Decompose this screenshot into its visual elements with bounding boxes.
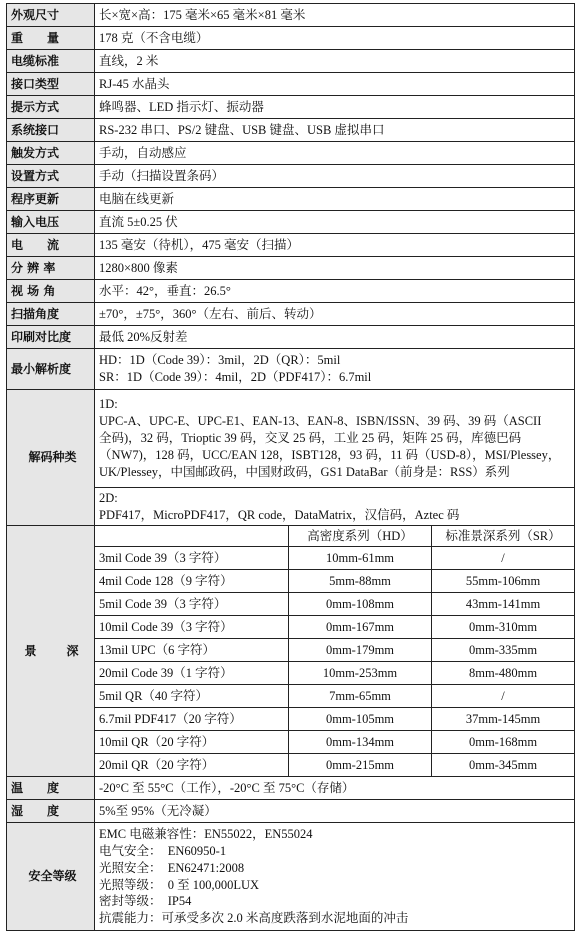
value-resolution: 1280×800 像素: [95, 257, 575, 280]
dof-sr-cell: 0mm-168mm: [432, 731, 575, 754]
value-scan-angle: ±70°，±75°，360°（左右、前后、转动）: [95, 303, 575, 326]
row-weight: [7, 27, 575, 50]
label-dimensions: 外观尺寸: [7, 4, 95, 27]
label-scan-angle: 扫描角度: [7, 303, 95, 326]
value-indication: 蜂鸣器、LED 指示灯、振动器: [95, 96, 575, 119]
dof-header-cell: [95, 526, 289, 547]
dof-code-cell: 10mil QR（20 字符）: [95, 731, 289, 754]
value-cable: 直线，2 米: [95, 50, 575, 73]
safety-line: 抗震能力：可承受多次 2.0 米高度跌落到水泥地面的冲击: [99, 911, 409, 926]
value-interface-type: RJ-45 水晶头: [95, 73, 575, 96]
value-weight: 178 克（不含电缆）: [95, 27, 575, 50]
dof-hd-cell: 5mm-88mm: [289, 570, 432, 593]
value-symbologies-2d: [95, 488, 575, 526]
dof-code-cell: 6.7mil PDF417（20 字符）: [95, 708, 289, 731]
row-update: [7, 188, 575, 211]
value-system-interface: RS-232 串口、PS/2 键盘、USB 键盘、USB 虚拟串口: [95, 119, 575, 142]
row-safety: [7, 823, 575, 931]
dof-code-cell: 3mil Code 39（3 字符）: [95, 547, 289, 570]
value-humidity: 5%至 95%（无冷凝）: [95, 800, 575, 823]
row-trigger: [7, 142, 575, 165]
label-safety: 安全等级: [7, 823, 95, 931]
safety-line: 电气安全： EN60950-1: [99, 843, 227, 858]
value-symbologies-1d: [95, 390, 575, 488]
label-humidity: 湿 度: [7, 800, 95, 823]
label-symbologies: 解码种类: [7, 390, 95, 526]
row-symbologies-1d: [7, 390, 575, 488]
dof-sr-cell: 8mm-480mm: [432, 662, 575, 685]
dof-sr-cell: 43mm-141mm: [432, 593, 575, 616]
dof-header-cell: 高密度系列（HD）: [289, 526, 432, 547]
dof-hd-cell: 0mm-167mm: [289, 616, 432, 639]
row-interface-type: [7, 73, 575, 96]
row-setup: [7, 165, 575, 188]
dof-hd-cell: 0mm-105mm: [289, 708, 432, 731]
label-current: 电 流: [7, 234, 95, 257]
row-scan-angle: [7, 303, 575, 326]
value-trigger: 手动，自动感应: [95, 142, 575, 165]
row-current: [7, 234, 575, 257]
label-weight: 重 量: [7, 27, 95, 50]
row-resolution: [7, 257, 575, 280]
label-min-resolution: 最小解析度: [7, 349, 95, 390]
symbologies-1d-line: UPC-A、UPC-E、UPC-E1、EAN-13、EAN-8、ISBN/ISSN、39 码、39 码（ASCII: [99, 414, 542, 429]
row-indication: [7, 96, 575, 119]
spec-table: [6, 3, 575, 931]
value-safety: [95, 823, 575, 931]
dof-code-cell: 10mil Code 39（3 字符）: [95, 616, 289, 639]
min-resolution-hd: HD：1D（Code 39）：3mil，2D（QR）：5mil: [99, 353, 341, 368]
symbologies-1d-heading: 1D:: [99, 397, 118, 412]
label-temperature: 温 度: [7, 777, 95, 800]
row-fov: [7, 280, 575, 303]
label-setup: 设置方式: [7, 165, 95, 188]
safety-line: 光照安全： EN62471:2008: [99, 860, 245, 875]
label-voltage: 输入电压: [7, 211, 95, 234]
dof-sr-cell: 37mm-145mm: [432, 708, 575, 731]
row-min-resolution: [7, 349, 575, 390]
label-update: 程序更新: [7, 188, 95, 211]
dof-sr-cell: /: [432, 685, 575, 708]
dof-hd-cell: 10mm-61mm: [289, 547, 432, 570]
row-dimensions: [7, 4, 575, 27]
label-fov: 视 场 角: [7, 280, 95, 303]
safety-line: EMC 电磁兼容性：EN55022，EN55024: [99, 826, 313, 841]
value-temperature: -20°C 至 55°C（工作），-20°C 至 75°C（存储）: [95, 777, 575, 800]
symbologies-1d-line: 全码)，32 码，Trioptic 39 码，交叉 25 码，工业 25 码，矩阵 25 码，库德巴码: [99, 431, 522, 446]
row-system-interface: [7, 119, 575, 142]
value-contrast: 最低 20%反射差: [95, 326, 575, 349]
label-system-interface: 系统接口: [7, 119, 95, 142]
row-temperature: [7, 777, 575, 800]
min-resolution-sr: SR：1D（Code 39）：4mil，2D（PDF417）：6.7mil: [99, 370, 372, 384]
row-contrast: [7, 326, 575, 349]
row-humidity: [7, 800, 575, 823]
label-trigger: 触发方式: [7, 142, 95, 165]
value-current: 135 毫安（待机），475 毫安（扫描）: [95, 234, 575, 257]
dof-sr-cell: 0mm-335mm: [432, 639, 575, 662]
value-voltage: 直流 5±0.25 伏: [95, 211, 575, 234]
dof-code-cell: 20mil QR（20 字符）: [95, 754, 289, 777]
label-resolution: 分 辨 率: [7, 257, 95, 280]
value-min-resolution: [95, 349, 575, 390]
symbologies-2d-heading: 2D:: [99, 490, 118, 505]
symbologies-2d-line: PDF417，MicroPDF417，QR code，DataMatrix，汉信码，Aztec 码: [99, 507, 460, 522]
symbologies-1d-line: （NW7)，128 码，UCC/EAN 128，ISBT128，93 码，11 码（USD-8），MSI/Plessey，: [99, 447, 561, 462]
label-interface-type: 接口类型: [7, 73, 95, 96]
dof-hd-cell: 7mm-65mm: [289, 685, 432, 708]
dof-hd-cell: 0mm-108mm: [289, 593, 432, 616]
value-fov: 水平：42°，垂直：26.5°: [95, 280, 575, 303]
label-indication: 提示方式: [7, 96, 95, 119]
dof-code-cell: 20mil Code 39（1 字符）: [95, 662, 289, 685]
value-setup: 手动（扫描设置条码）: [95, 165, 575, 188]
dof-header-row: [7, 526, 575, 547]
dof-hd-cell: 10mm-253mm: [289, 662, 432, 685]
dof-sr-cell: /: [432, 547, 575, 570]
value-update: 电脑在线更新: [95, 188, 575, 211]
label-cable: 电缆标准: [7, 50, 95, 73]
safety-line: 光照等级： 0 至 100,000LUX: [99, 877, 260, 892]
row-cable: [7, 50, 575, 73]
safety-line: 密封等级： IP54: [99, 894, 192, 909]
row-voltage: [7, 211, 575, 234]
dof-code-cell: 4mil Code 128（9 字符）: [95, 570, 289, 593]
dof-hd-cell: 0mm-134mm: [289, 731, 432, 754]
dof-header-cell: 标准景深系列（SR）: [432, 526, 575, 547]
dof-code-cell: 13mil UPC（6 字符）: [95, 639, 289, 662]
dof-hd-cell: 0mm-215mm: [289, 754, 432, 777]
label-contrast: 印刷对比度: [7, 326, 95, 349]
dof-sr-cell: 0mm-310mm: [432, 616, 575, 639]
dof-code-cell: 5mil QR（40 字符）: [95, 685, 289, 708]
value-dimensions: 长×宽×高：175 毫米×65 毫米×81 毫米: [95, 4, 575, 27]
dof-sr-cell: 55mm-106mm: [432, 570, 575, 593]
dof-hd-cell: 0mm-179mm: [289, 639, 432, 662]
symbologies-1d-line: UK/Plessey，中国邮政码，中国财政码，GS1 DataBar（前身是：RSS）系列: [99, 464, 510, 479]
dof-sr-cell: 0mm-345mm: [432, 754, 575, 777]
dof-code-cell: 5mil Code 39（3 字符）: [95, 593, 289, 616]
label-depth-of-field: 景 深: [7, 526, 95, 777]
